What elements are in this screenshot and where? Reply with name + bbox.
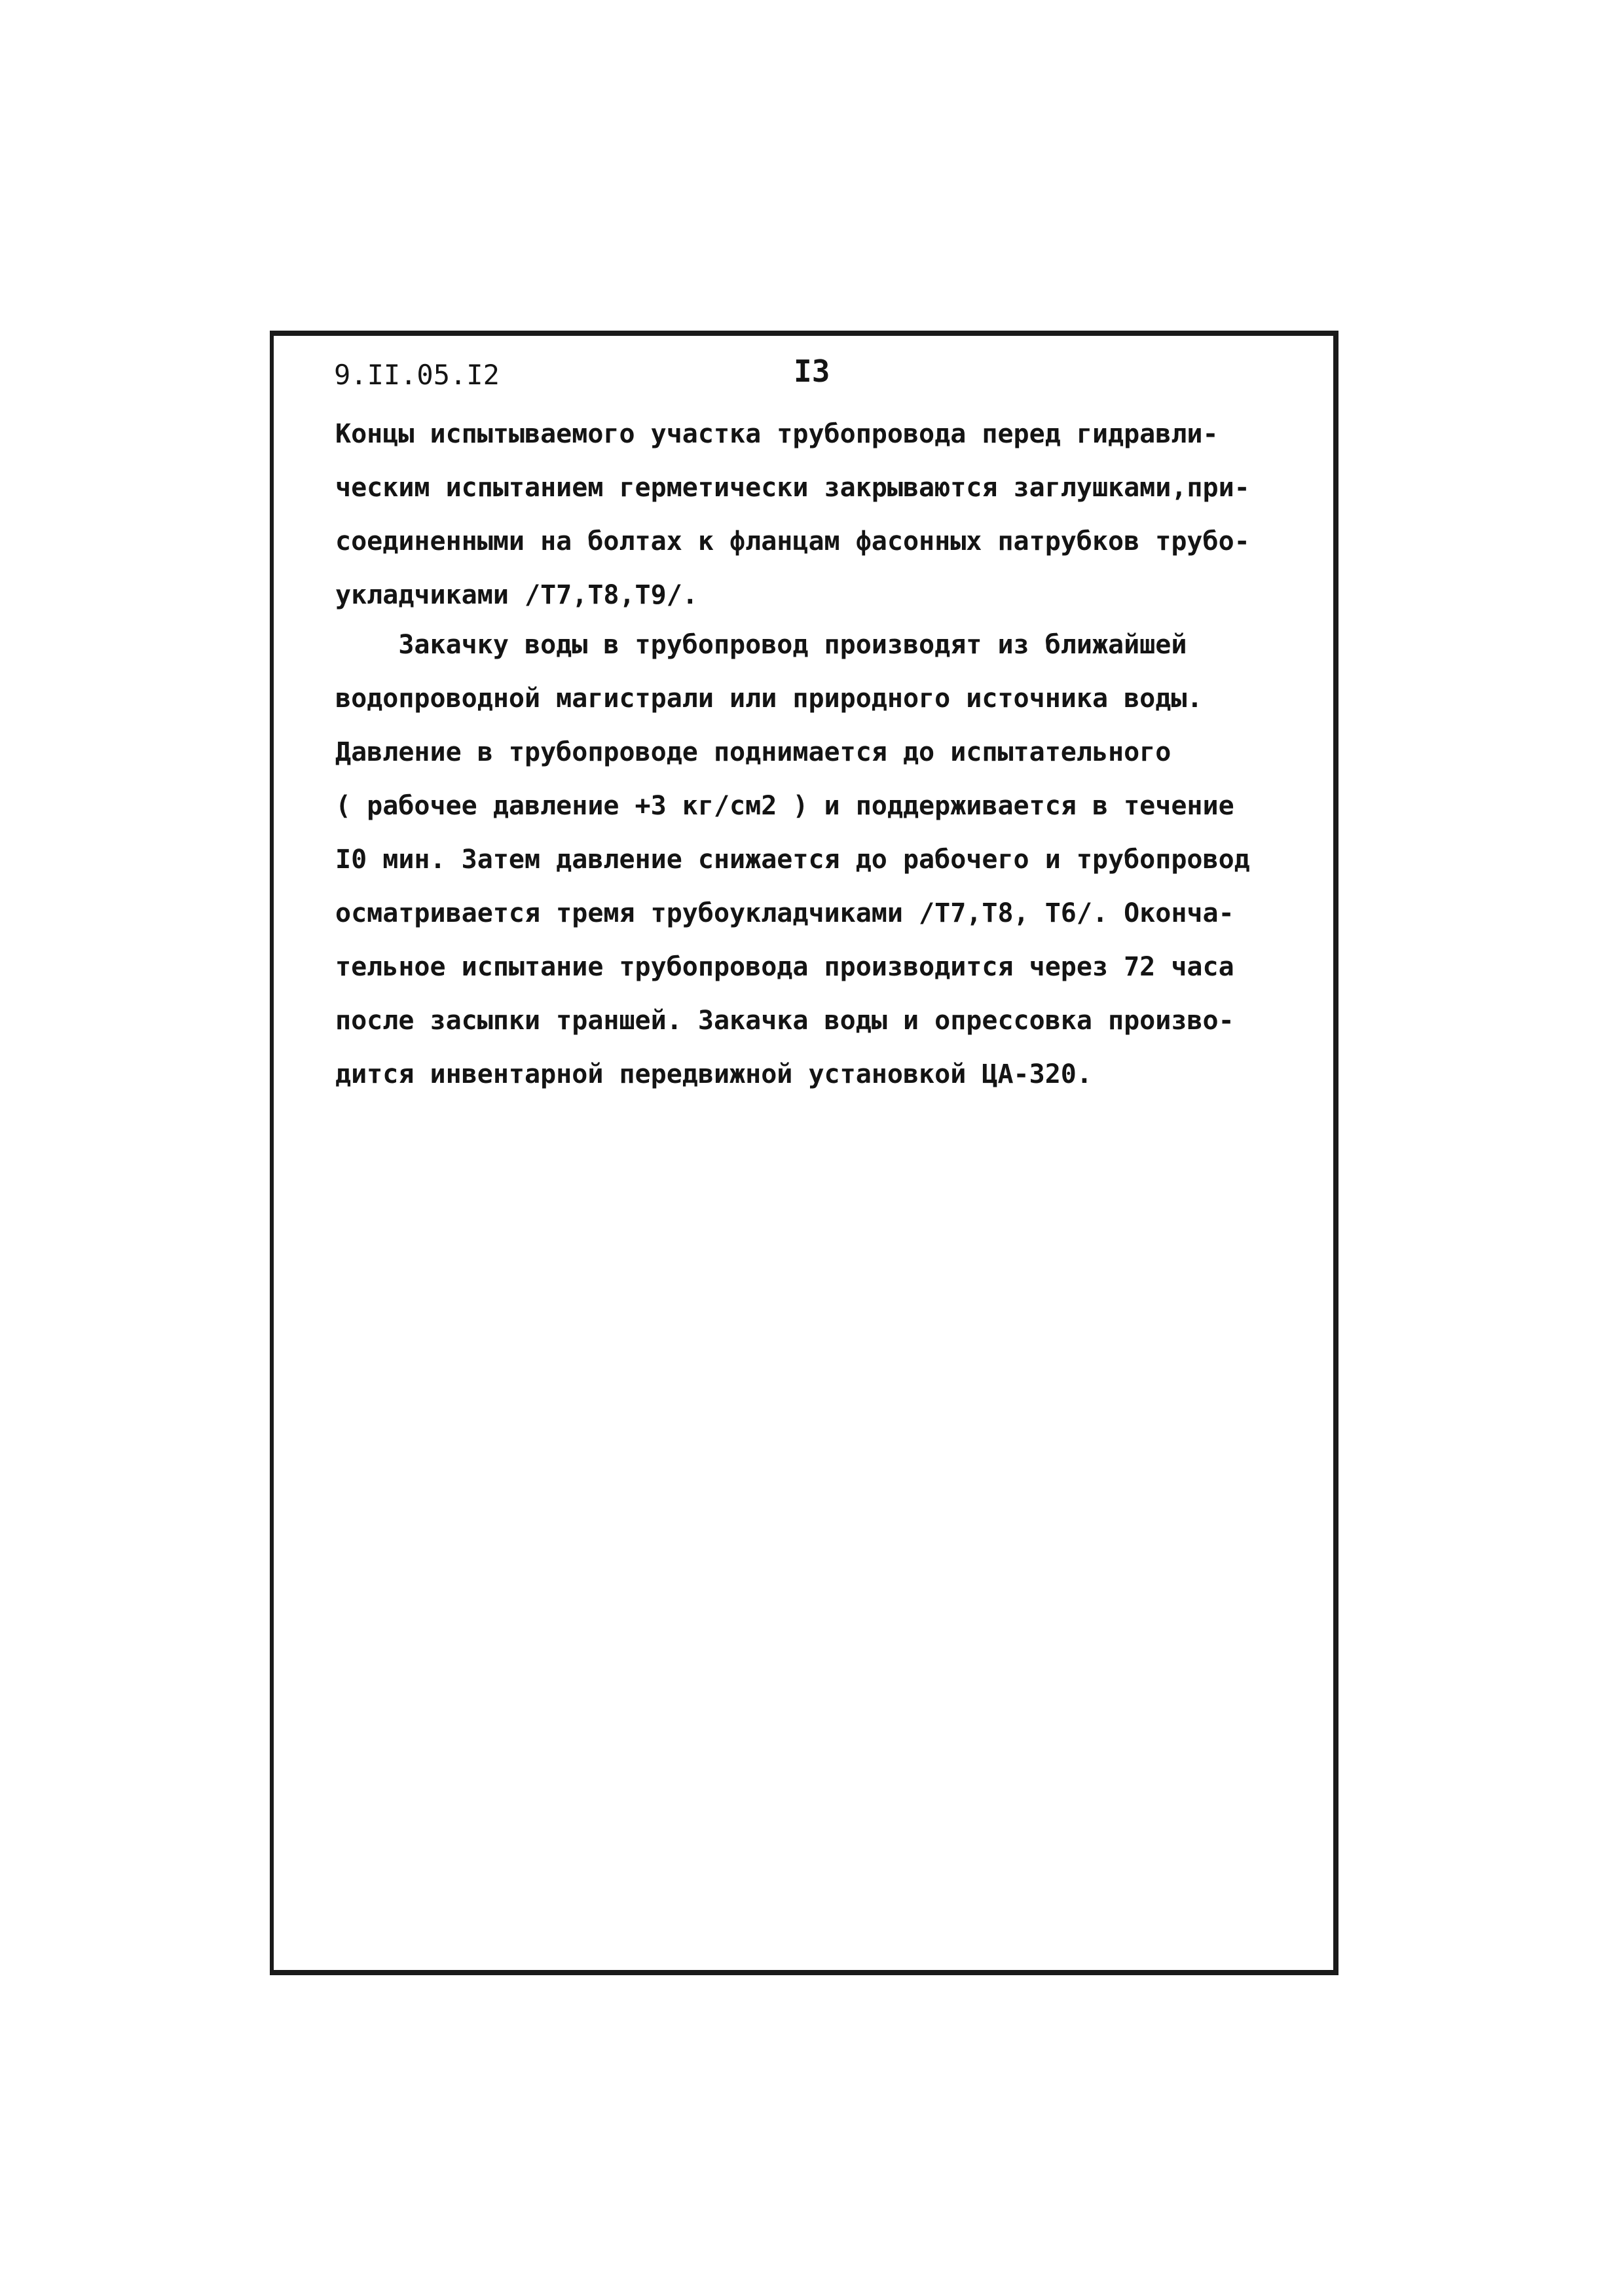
body-line: ( рабочее давление +3 кг/см2 ) и поддерживается в течение: [335, 791, 1234, 821]
body-line: осматривается тремя трубоукладчиками /T7,T8, T6/. Оконча-: [335, 898, 1234, 928]
body-line: Закачку воды в трубопровод производят из ближайшей: [335, 630, 1187, 660]
page-number: I3: [794, 354, 830, 389]
body-line: тельное испытание трубопровода производится через 72 часа: [335, 952, 1234, 982]
body-line: укладчиками /T7,T8,T9/.: [335, 580, 698, 610]
document-code: 9.II.05.I2: [334, 359, 500, 391]
body-line: Давление в трубопроводе поднимается до испытательного: [335, 737, 1172, 767]
body-line: дится инвентарной передвижной установкой ЦА-320.: [335, 1059, 1092, 1089]
body-line: ческим испытанием герметически закрываются заглушками,при-: [335, 473, 1250, 503]
body-line: Концы испытываемого участка трубопровода перед гидравли-: [335, 419, 1219, 449]
body-line: после засыпки траншей. Закачка воды и опрессовка произво-: [335, 1006, 1234, 1036]
body-line: водопроводной магистрали или природного источника воды.: [335, 683, 1203, 714]
page-frame: [270, 331, 1338, 1975]
body-line: соединенными на болтах к фланцам фасонных патрубков трубо-: [335, 526, 1250, 556]
body-line: I0 мин. Затем давление снижается до рабочего и трубопровод: [335, 845, 1250, 875]
